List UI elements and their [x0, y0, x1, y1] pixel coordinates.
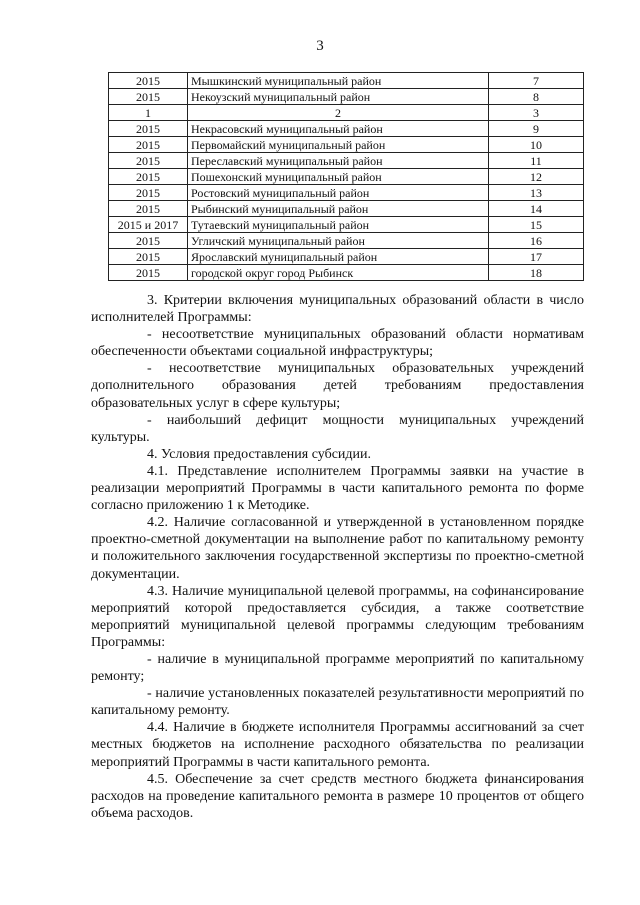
table-row: [109, 169, 584, 185]
year-cell: 2015: [109, 153, 188, 169]
year-cell: 2015 и 2017: [109, 217, 188, 233]
paragraph: 4.4. Наличие в бюджете исполнителя Программы ассигнований за счет местных бюджетов на исполнение расходного обязательства по реализации мероприятий Программы в части капитального ремонта.: [91, 720, 584, 770]
table-row: [109, 153, 584, 169]
number-cell: 17: [489, 249, 584, 265]
paragraph: 4.2. Наличие согласованной и утвержденной в установленном порядке проектно-сметной документации на выполнение работ по капитальному ремонту и положительного заключения государственной экспертизы по проектно-сметной документации.: [91, 515, 584, 582]
paragraph: - несоответствие муниципальных образовательных учреждений дополнительного образования детей требованиям предоставления образовательных услуг в сфере культуры;: [91, 361, 584, 411]
number-cell: 14: [489, 201, 584, 217]
year-cell: 1: [109, 105, 188, 121]
paragraph: - наличие установленных показателей результативности мероприятий по капитальному ремонту.: [91, 686, 584, 719]
number-cell: 12: [489, 169, 584, 185]
name-cell: Тутаевский муниципальный район: [188, 217, 489, 233]
page-number: 3: [316, 38, 324, 54]
paragraph: 4.1. Представление исполнителем Программы заявки на участие в реализации мероприятий Программы в части капитального ремонта по форме согласно приложению 1 к Методике.: [91, 463, 584, 514]
name-cell: Первомайский муниципальный район: [188, 137, 489, 153]
paragraph: 3. Критерии включения муниципальных образований области в число исполнителей Программы:: [91, 293, 584, 326]
year-cell: 2015: [109, 169, 188, 185]
number-cell: 7: [489, 73, 584, 89]
name-cell: городской округ город Рыбинск: [188, 265, 489, 281]
number-cell: 3: [489, 105, 584, 121]
municipalities-table: [108, 72, 584, 281]
table-row: [109, 121, 584, 137]
table-row: [109, 89, 584, 105]
name-cell: Некрасовский муниципальный район: [188, 121, 489, 137]
year-cell: 2015: [109, 121, 188, 137]
number-cell: 15: [489, 217, 584, 233]
number-cell: 10: [489, 137, 584, 153]
table-row: [109, 233, 584, 249]
year-cell: 2015: [109, 137, 188, 153]
paragraph: - наибольший дефицит мощности муниципальных учреждений культуры.: [91, 412, 584, 445]
table-row: [109, 73, 584, 89]
number-cell: 8: [489, 89, 584, 105]
paragraph: - наличие в муниципальной программе мероприятий по капитальному ремонту;: [91, 651, 584, 685]
paragraph: - несоответствие муниципальных образований области нормативам обеспеченности объектами социальной инфраструктуры;: [91, 327, 584, 360]
paragraph: 4.5. Обеспечение за счет средств местного бюджета финансирования расходов на проведение капитального ремонта в размере 10 процентов от общего объема расходов.: [91, 771, 584, 821]
name-cell: 2: [188, 105, 489, 121]
table-column-numbering-row: [109, 105, 584, 121]
year-cell: 2015: [109, 265, 188, 281]
name-cell: Рыбинский муниципальный район: [188, 201, 489, 217]
paragraph: 4. Условия предоставления субсидии.: [147, 446, 372, 462]
year-cell: 2015: [109, 89, 188, 105]
number-cell: 18: [489, 265, 584, 281]
table-row: [109, 185, 584, 201]
year-cell: 2015: [109, 249, 188, 265]
year-cell: 2015: [109, 201, 188, 217]
table-row: [109, 201, 584, 217]
table-row: [109, 217, 584, 233]
table-row: [109, 249, 584, 265]
year-cell: 2015: [109, 185, 188, 201]
name-cell: Ростовский муниципальный район: [188, 185, 489, 201]
name-cell: Мышкинский муниципальный район: [188, 73, 489, 89]
number-cell: 16: [489, 233, 584, 249]
number-cell: 11: [489, 153, 584, 169]
year-cell: 2015: [109, 73, 188, 89]
year-cell: 2015: [109, 233, 188, 249]
name-cell: Переславский муниципальный район: [188, 153, 489, 169]
number-cell: 13: [489, 185, 584, 201]
document-body: [91, 292, 584, 822]
table-row: [109, 265, 584, 281]
name-cell: Некоузский муниципальный район: [188, 89, 489, 105]
name-cell: Угличский муниципальный район: [188, 233, 489, 249]
paragraph: 4.3. Наличие муниципальной целевой программы, на софинансирование мероприятий которой предоставляется субсидия, а также соответствие мероприятий муниципальной целевой программы следующим требованиям Программы:: [91, 583, 584, 650]
table-row: [109, 137, 584, 153]
number-cell: 9: [489, 121, 584, 137]
name-cell: Пошехонский муниципальный район: [188, 169, 489, 185]
name-cell: Ярославский муниципальный район: [188, 249, 489, 265]
